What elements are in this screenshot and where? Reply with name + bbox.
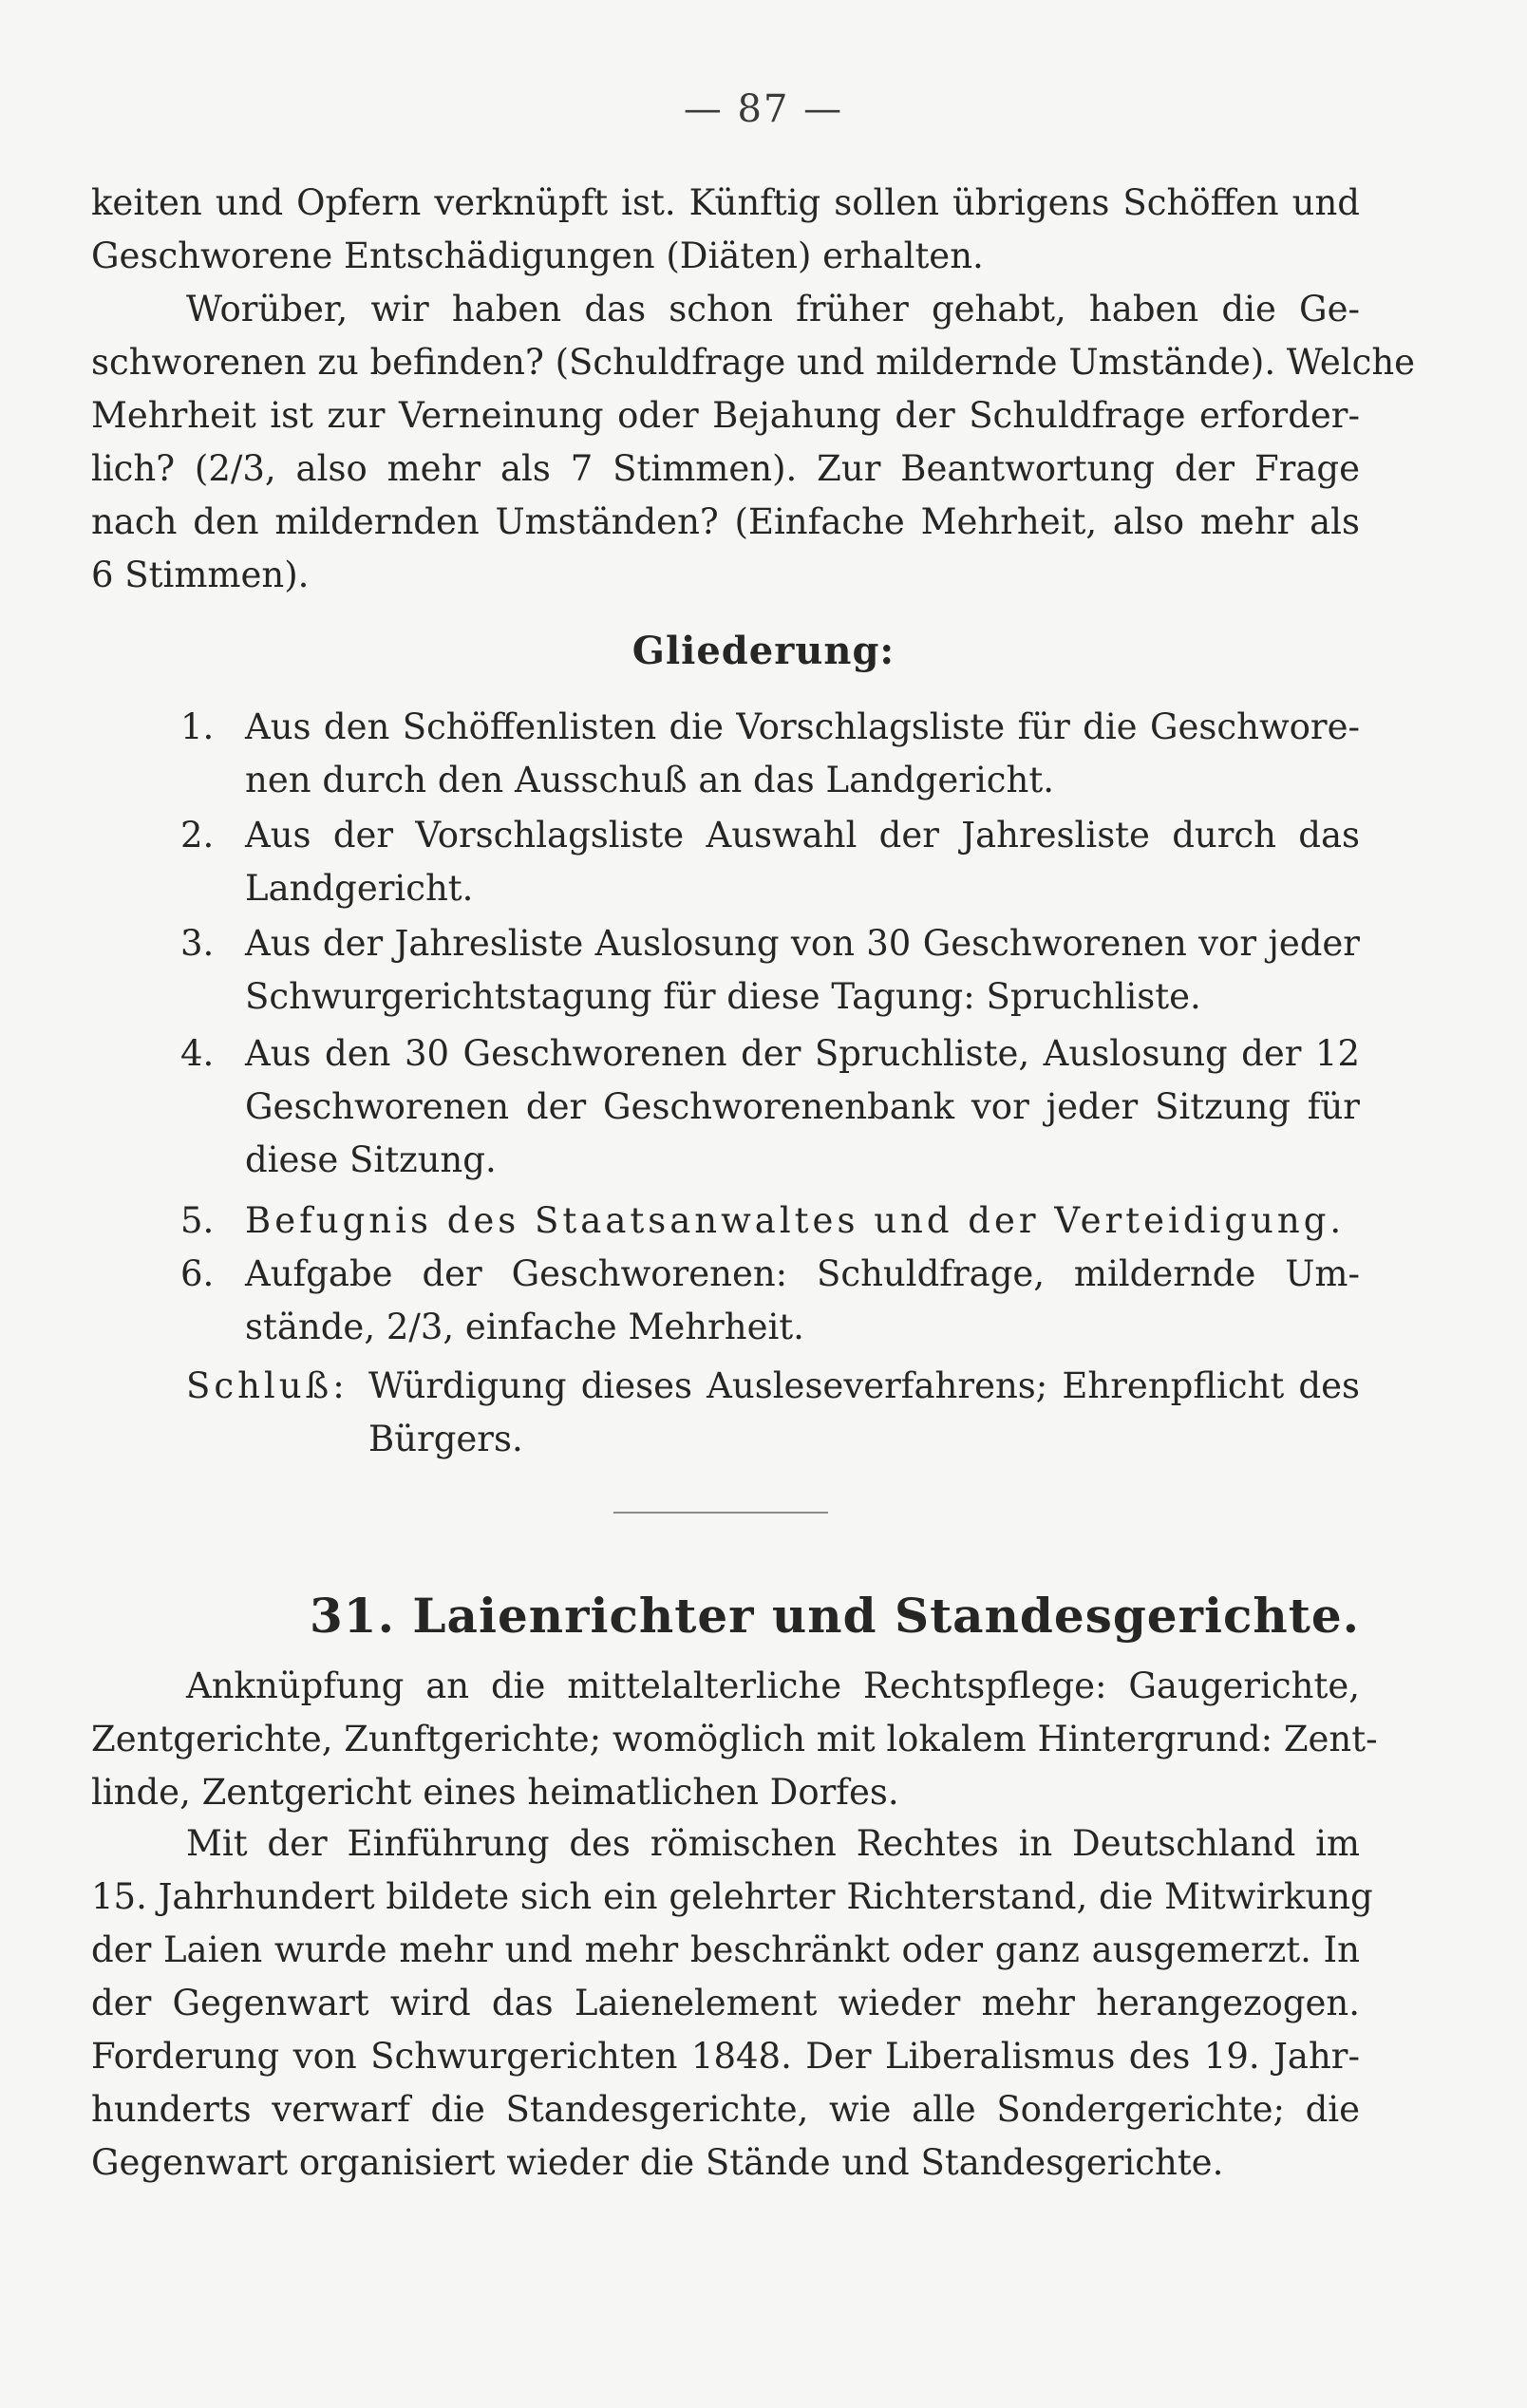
outline-item-line: Schwurgerichtstagung für diese Tagung: Spruchliste. <box>245 976 1201 1017</box>
page-number: — 87 — <box>683 87 844 131</box>
text-line: Forderung von Schwurgerichten 1848. Der Liberalismus des 19. Jahr- <box>91 2036 1360 2077</box>
text-line: Worüber, wir haben das schon früher gehabt, haben die Ge- <box>186 289 1360 329</box>
outline-number: 5. <box>180 1200 215 1241</box>
outline-number: 3. <box>180 923 215 964</box>
outline-item-line: Aufgabe der Geschworenen: Schuldfrage, mildernde Um- <box>245 1253 1360 1294</box>
outline-item-line: nen durch den Ausschuß an das Landgericht. <box>245 760 1054 800</box>
text-line: der Gegenwart wird das Laienelement wieder mehr herangezogen. <box>91 1983 1360 2023</box>
text-line: keiten und Opfern verknüpft ist. Künftig sollen übrigens Schöffen und <box>91 182 1360 223</box>
text-line: linde, Zentgericht eines heimatlichen Dorfes. <box>91 1772 899 1813</box>
text-line: Zentgerichte, Zunftgerichte; womöglich mit lokalem Hintergrund: Zent- <box>91 1719 1378 1759</box>
text-line: Geschworene Entschädigungen (Diäten) erhalten. <box>91 235 984 276</box>
text-line: 15. Jahrhundert bildete sich ein gelehrter Richterstand, die Mitwirkung <box>91 1876 1373 1917</box>
text-line: Anknüpfung an die mittelalterliche Rechtspflege: Gaugerichte, <box>186 1665 1360 1706</box>
text-line: 6 Stimmen). <box>91 555 310 595</box>
outline-item-line: Aus der Vorschlagsliste Auswahl der Jahresliste durch das <box>245 815 1360 856</box>
section-title: 31. Laienrichter und Standesgerichte. <box>310 1588 1361 1644</box>
text-line: lich? (2/3, also mehr als 7 Stimmen). Zur Beantwortung der Frage <box>91 448 1360 489</box>
text-line: hunderts verwarf die Standesgerichte, wie alle Sondergerichte; die <box>91 2089 1360 2130</box>
conclusion-line: Würdigung dieses Ausleseverfahrens; Ehrenpflicht des <box>368 1365 1360 1406</box>
outline-item-line: Aus der Jahresliste Auslosung von 30 Geschworenen vor jeder <box>245 923 1360 964</box>
outline-item-line: Landgericht. <box>245 868 474 909</box>
outline-item-line: Geschworenen der Geschworenenbank vor jeder Sitzung für <box>245 1086 1360 1127</box>
outline-item-line: stände, 2/3, einfache Mehrheit. <box>245 1307 804 1347</box>
outline-item-line: diese Sitzung. <box>245 1139 497 1180</box>
text-line: Gegenwart organisiert wieder die Stände und Standesgerichte. <box>91 2142 1224 2183</box>
outline-number: 1. <box>180 706 215 747</box>
outline-item-line: Aus den Schöffenlisten die Vorschlagsliste für die Geschwore- <box>245 706 1360 747</box>
text-line: der Laien wurde mehr und mehr beschränkt oder ganz ausgemerzt. In <box>91 1929 1360 1970</box>
text-line: Mehrheit ist zur Verneinung oder Bejahung der Schuldfrage erforder- <box>91 395 1360 436</box>
section-divider <box>613 1512 828 1514</box>
text-line: nach den mildernden Umständen? (Einfache Mehrheit, also mehr als <box>91 501 1360 542</box>
outline-item-line: Befugnis des Staatsanwaltes und der Verteidigung. <box>245 1200 1346 1241</box>
text-line: schworenen zu befinden? (Schuldfrage und mildernde Umstände). Welche <box>91 342 1416 383</box>
outline-number: 2. <box>180 815 215 856</box>
text-line: Mit der Einführung des römischen Rechtes in Deutschland im <box>186 1823 1360 1864</box>
outline-number: 4. <box>180 1033 215 1074</box>
conclusion-label: Schluß: <box>186 1365 349 1406</box>
conclusion-line: Bürgers. <box>368 1419 523 1459</box>
outline-heading: Gliederung: <box>632 629 895 673</box>
outline-item-line: Aus den 30 Geschworenen der Spruchliste, Auslosung der 12 <box>245 1033 1360 1074</box>
outline-number: 6. <box>180 1253 215 1294</box>
